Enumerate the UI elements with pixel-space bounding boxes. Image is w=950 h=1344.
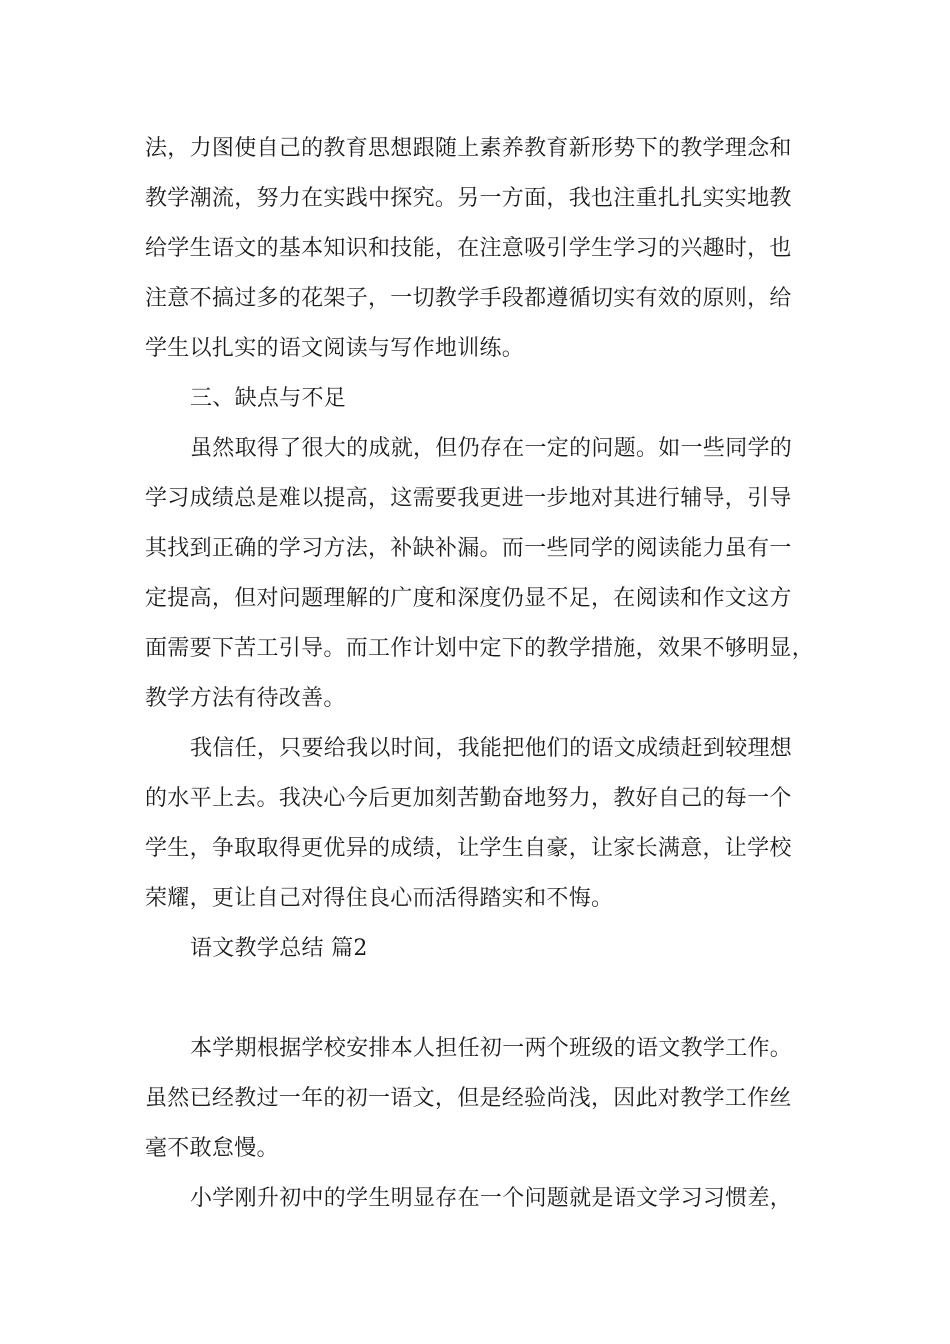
paragraph-line: 法，力图使自己的教育思想跟随上素养教育新形势下的教学理念和: [145, 136, 792, 161]
blank-line: [145, 974, 825, 1024]
paragraph-line: 给学生语文的基本知识和技能，在注意吸引学生学习的兴趣时，也: [145, 236, 792, 261]
paragraph-line: 注意不搞过多的花架子，一切教学手段都遵循切实有效的原则，给: [145, 286, 792, 311]
paragraph-line: 毫不敢怠慢。: [145, 1136, 279, 1161]
paragraph-line: 教学潮流，努力在实践中探究。另一方面，我也注重扎扎实实地教: [145, 186, 792, 211]
paragraph-line: 其找到正确的学习方法，补缺补漏。而一些同学的阅读能力虽有一: [145, 536, 792, 561]
paragraph-line: 学习成绩总是难以提高，这需要我更进一步地对其进行辅导，引导: [145, 486, 792, 511]
paragraph-line: 虽然取得了很大的成就，但仍存在一定的问题。如一些同学的: [190, 436, 793, 461]
section-heading: 三、缺点与不足: [190, 386, 347, 411]
paragraph-line: 我信任，只要给我以时间，我能把他们的语文成绩赶到较理想: [190, 736, 793, 761]
paragraph-line: 虽然已经教过一年的初一语文，但是经验尚浅，因此对教学工作丝: [145, 1086, 792, 1111]
paragraph-line: 的水平上去。我决心今后更加刻苦勤奋地努力，教好自己的每一个: [145, 786, 792, 811]
paragraph-line: 教学方法有待改善。: [145, 686, 346, 711]
paragraph-line: 面需要下苦工引导。而工作计划中定下的教学措施，效果不够明显，: [145, 636, 815, 661]
paragraph-line: 学生以扎实的语文阅读与写作地训练。: [145, 336, 525, 361]
document-page: [145, 124, 825, 1224]
paragraph-line: 小学刚升初中的学生明显存在一个问题就是语文学习习惯差，: [190, 1186, 793, 1211]
article-title: 语文教学总结 篇2: [190, 936, 368, 961]
paragraph-line: 荣耀，更让自己对得住良心而活得踏实和不悔。: [145, 886, 614, 911]
paragraph-line: 定提高，但对问题理解的广度和深度仍显不足，在阅读和作文这方: [145, 586, 792, 611]
paragraph-line: 本学期根据学校安排本人担任初一两个班级的语文教学工作。: [190, 1036, 793, 1061]
paragraph-line: 学生，争取取得更优异的成绩，让学生自豪，让家长满意，让学校: [145, 836, 792, 861]
